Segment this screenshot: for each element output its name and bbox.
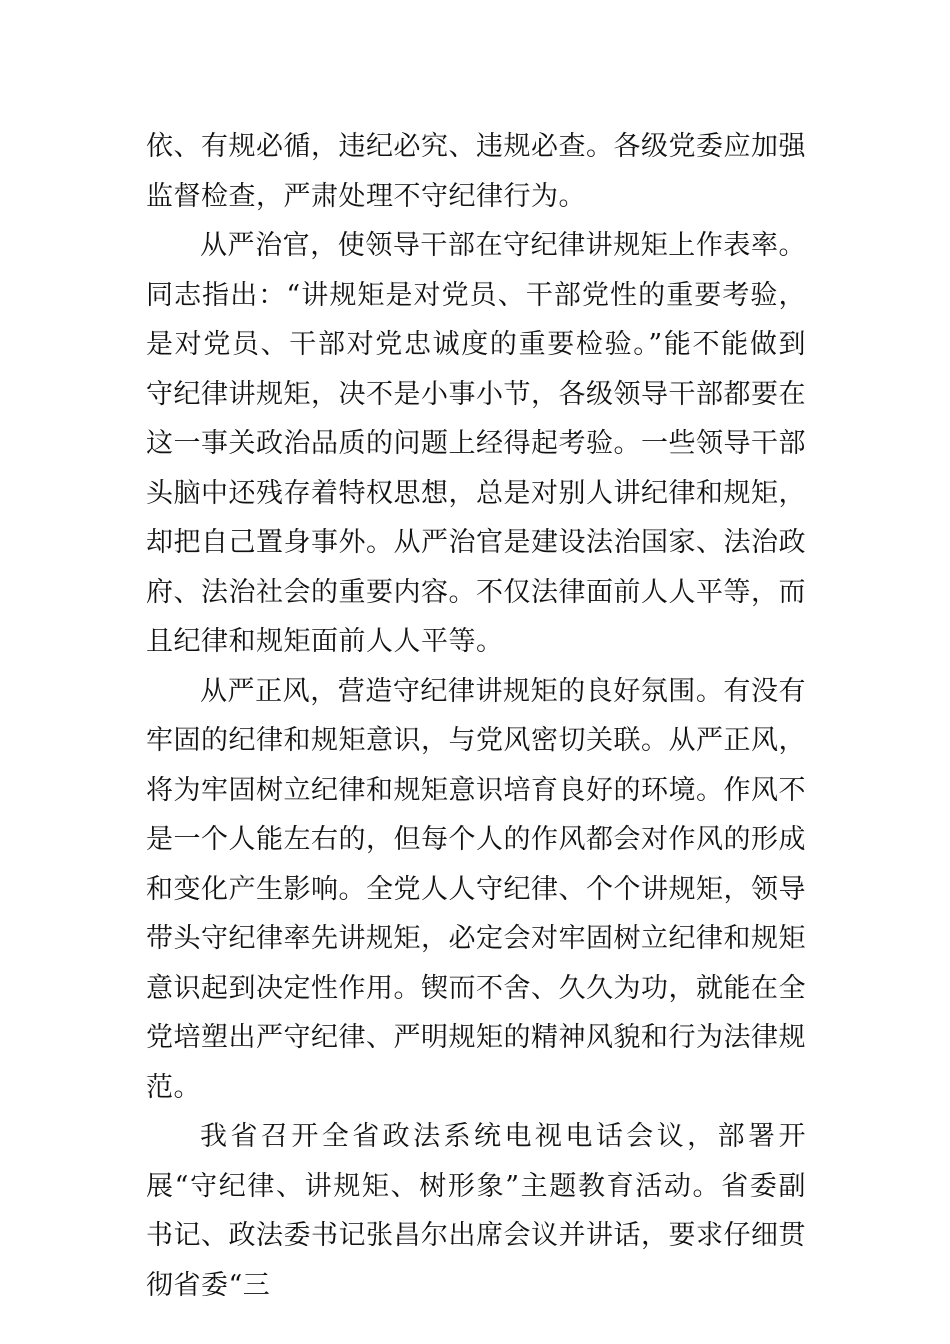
paragraph-provincial-meeting: 我省召开全省政法系统电视电话会议，部署开展“守纪律、讲规矩、树形象”主题教育活动。省委副书记、政法委书记张昌尔出席会议并讲话，要求仔细贯彻省委“三 bbox=[146, 1121, 806, 1301]
paragraph-continuation: 依、有规必循，违纪必究、违规必查。各级党委应加强监督检查，严肃处理不守纪律行为。 bbox=[146, 131, 806, 212]
paragraph-strict-officials: 从严治官，使领导干部在守纪律讲规矩上作表率。同志指出：“讲规矩是对党员、干部党性的重要考验，是对党员、干部对党忠诚度的重要检验。”能不能做到守纪律讲规矩，决不是小事小节，各级领导干部都要在这一事关政治品质的问题上经得起考验。一些领导干部头脑中还残存着特权思想，总是对别人讲纪律和规矩，却把自己置身事外。从严治官是建设法治国家、法治政府、法治社会的重要内容。不仅法律面前人人平等，而且纪律和规矩面前人人平等。 bbox=[146, 230, 806, 657]
document-body bbox=[146, 122, 806, 1310]
paragraph-strict-conduct: 从严正风，营造守纪律讲规矩的良好氛围。有没有牢固的纪律和规矩意识，与党风密切关联。从严正风，将为牢固树立纪律和规矩意识培育良好的环境。作风不是一个人能左右的，但每个人的作风都会对作风的形成和变化产生影响。全党人人守纪律、个个讲规矩，领导带头守纪律率先讲规矩，必定会对牢固树立纪律和规矩意识起到决定性作用。锲而不舍、久久为功，就能在全党培塑出严守纪律、严明规矩的精神风貌和行为法律规范。 bbox=[146, 675, 806, 1103]
